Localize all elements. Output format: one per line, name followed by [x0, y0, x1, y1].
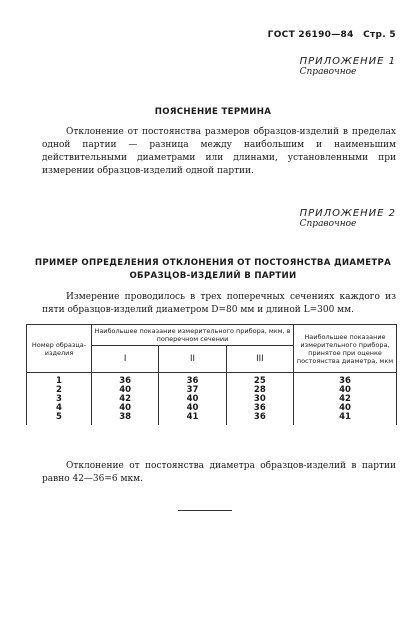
- table-cell: 38: [92, 413, 159, 425]
- table-cell: 4: [27, 404, 92, 413]
- table-cell: 2: [27, 386, 92, 395]
- table-header-section-3: III: [226, 346, 293, 373]
- table-cell: 36: [294, 373, 397, 387]
- table-cell: 1: [27, 373, 92, 387]
- conclusion: [42, 460, 396, 486]
- end-rule: [178, 510, 232, 511]
- table-cell: 41: [294, 413, 397, 425]
- appendix-2-label: [300, 208, 396, 229]
- table-cell: 40: [294, 404, 397, 413]
- table-cell: 42: [92, 395, 159, 404]
- table-cell: 30: [226, 395, 293, 404]
- table-cell: 42: [294, 395, 397, 404]
- appendix-1-label: [300, 56, 396, 77]
- standard-number: ГОСТ 26190—84: [267, 30, 354, 40]
- table-cell: 40: [159, 395, 226, 404]
- table-cell: 36: [159, 373, 226, 387]
- conclusion-text: Отклонение от постоянства диаметра образцов-изделий в партии равно 42—36=6 мкм.: [42, 461, 396, 484]
- term-definition: [42, 126, 396, 178]
- appendix-2-type: Справочное: [299, 219, 357, 229]
- table-cell: 3: [27, 395, 92, 404]
- table-cell: 36: [226, 413, 293, 425]
- table-row: [27, 373, 397, 387]
- table-cell: 40: [294, 386, 397, 395]
- measurement-intro-text: Измерение проводилось в трех поперечных сечениях каждого из пяти образцов-изделий диаметром D=80 мм и длиной L=300 мм.: [42, 292, 396, 315]
- table-cell: 37: [159, 386, 226, 395]
- section-2-heading-line2: ОБРАЗЦОВ-ИЗДЕЛИЙ В ПАРТИИ: [129, 271, 297, 281]
- table-cell: 25: [226, 373, 293, 387]
- measurement-intro: [42, 291, 396, 317]
- measurement-table: [26, 324, 397, 425]
- table-cell: 40: [159, 404, 226, 413]
- table-header-max: Наибольшее показание измерительного прибора, принятое при оценке постоянства диаметра, мкм: [294, 325, 397, 373]
- table-cell: 28: [226, 386, 293, 395]
- table-row: [27, 413, 397, 425]
- table-cell: 36: [226, 404, 293, 413]
- table-cell: 5: [27, 413, 92, 425]
- term-definition-text: Отклонение от постоянства размеров образцов-изделий в пределах одной партии — разница между наибольшим и наименьшим действительными диаметрами или длинами, установленными при измерении образцов-изделий одной партии.: [42, 127, 396, 176]
- section-2-heading: [30, 257, 396, 283]
- table-header-section-1: I: [92, 346, 159, 373]
- section-2-heading-line1: ПРИМЕР ОПРЕДЕЛЕНИЯ ОТКЛОНЕНИЯ ОТ ПОСТОЯНСТВА ДИАМЕТРА: [34, 258, 392, 268]
- table-header-section-2: II: [159, 346, 226, 373]
- page-number: Стр. 5: [363, 30, 396, 40]
- appendix-2-title: ПРИЛОЖЕНИЕ 2: [299, 208, 396, 219]
- appendix-1-title: ПРИЛОЖЕНИЕ 1: [299, 56, 396, 67]
- table-cell: 40: [92, 386, 159, 395]
- table-header-sample: Номер образца-изделия: [27, 325, 92, 373]
- section-1-heading: ПОЯСНЕНИЕ ТЕРМИНА: [154, 107, 272, 117]
- table-header-group: Наибольшее показание измерительного прибора, мкм, в поперечном сечении: [92, 325, 294, 346]
- page-header: [268, 30, 396, 40]
- appendix-1-type: Справочное: [299, 67, 357, 77]
- table-cell: 40: [92, 404, 159, 413]
- table-cell: 41: [159, 413, 226, 425]
- table-cell: 36: [92, 373, 159, 387]
